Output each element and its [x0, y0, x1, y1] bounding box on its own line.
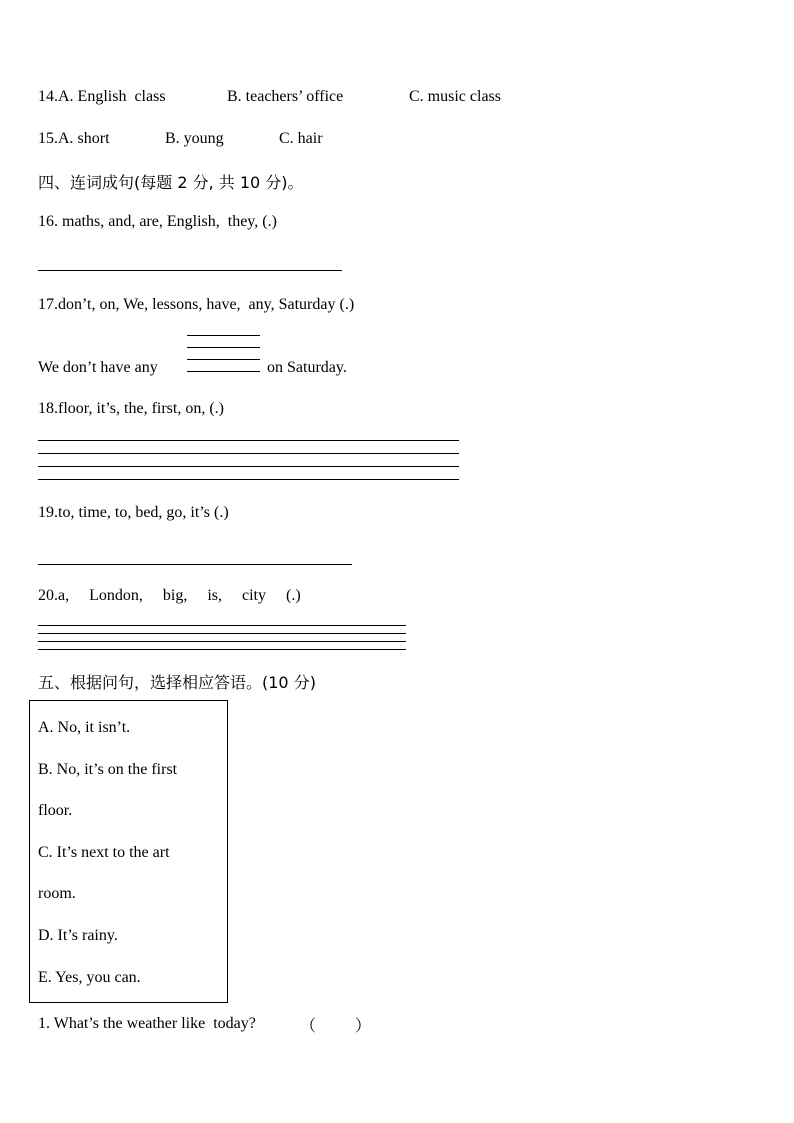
- q15-option-a: 15.A. short: [38, 130, 110, 147]
- q20-writing-line: [38, 641, 406, 642]
- q14-option-a: 14.A. English class: [38, 88, 166, 105]
- section-4-heading: 四、连词成句(每题 2 分, 共 10 分)。: [38, 173, 304, 192]
- s5-q1-paren-open: （: [300, 1016, 317, 1035]
- q18-prompt: 18.floor, it’s, the, first, on, (.): [38, 400, 224, 417]
- q18-writing-line: [38, 453, 459, 454]
- q19-prompt: 19.to, time, to, bed, go, it’s (.): [38, 504, 229, 521]
- option-b-continued: floor.: [38, 802, 73, 819]
- q20-prompt: 20.a, London, big, is, city (.): [38, 587, 301, 604]
- section-5-heading: 五、根据问句，选择相应答语。(10 分): [38, 673, 316, 692]
- q14-option-c: C. music class: [409, 88, 501, 105]
- option-d: D. It’s rainy.: [38, 927, 118, 944]
- option-c: C. It’s next to the art: [38, 844, 170, 861]
- option-c-continued: room.: [38, 885, 76, 902]
- q17-answer-suffix: on Saturday.: [267, 359, 347, 376]
- s5-q1-paren-close: ）: [355, 1016, 372, 1035]
- q20-writing-line: [38, 633, 406, 634]
- q17-writing-line: [187, 359, 260, 360]
- q17-writing-line: [187, 347, 260, 348]
- q15-option-b: B. young: [165, 130, 224, 147]
- option-e: E. Yes, you can.: [38, 969, 141, 986]
- answer-options-box: [29, 700, 228, 1003]
- q17-answer-prefix: We don’t have any: [38, 359, 158, 376]
- q16-answer-line: [38, 270, 342, 271]
- q20-writing-line: [38, 625, 406, 626]
- q17-writing-line: [187, 371, 260, 372]
- q18-writing-line: [38, 440, 459, 441]
- q20-writing-line: [38, 649, 406, 650]
- q19-answer-line: [38, 564, 352, 565]
- option-a: A. No, it isn’t.: [38, 719, 131, 736]
- q15-option-c: C. hair: [279, 130, 323, 147]
- q14-option-b: B. teachers’ office: [227, 88, 344, 105]
- q17-writing-line: [187, 335, 260, 336]
- q17-prompt: 17.don’t, on, We, lessons, have, any, Saturday (.): [38, 296, 355, 313]
- q18-writing-line: [38, 479, 459, 480]
- q18-writing-line: [38, 466, 459, 467]
- q16-prompt: 16. maths, and, are, English, they, (.): [38, 213, 277, 230]
- s5-q1-prompt: 1. What’s the weather like today?: [38, 1015, 256, 1032]
- option-b: B. No, it’s on the first: [38, 761, 178, 778]
